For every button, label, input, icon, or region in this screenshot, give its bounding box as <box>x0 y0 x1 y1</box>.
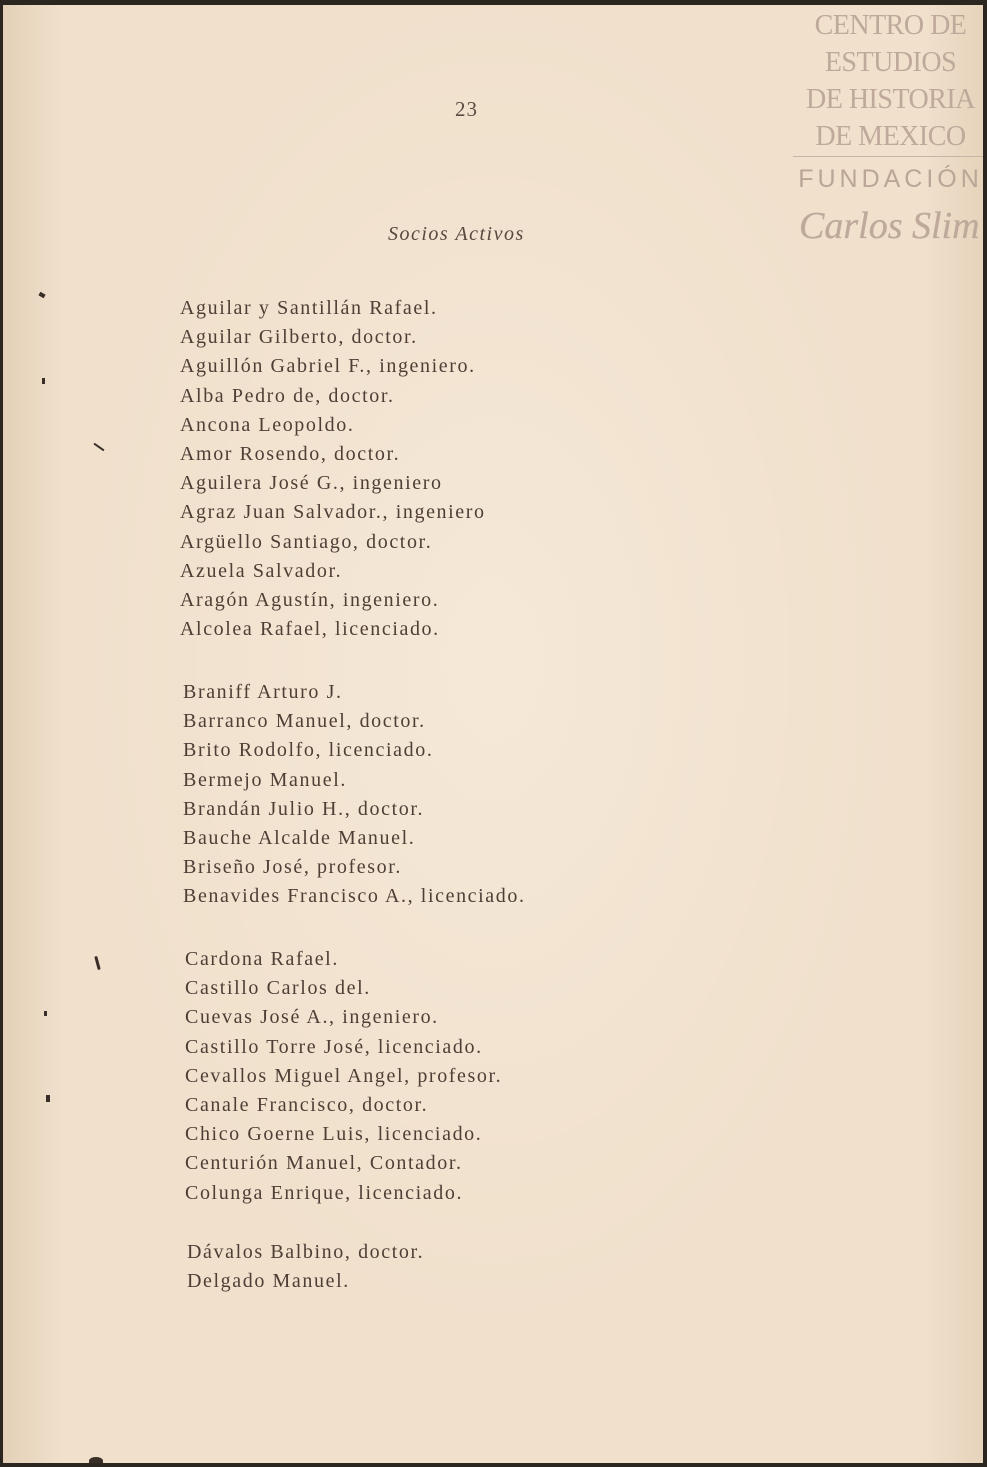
ink-speck <box>46 1095 50 1102</box>
watermark-divider <box>793 156 983 157</box>
list-item: Centurión Manuel, Contador. <box>185 1152 463 1175</box>
list-item: Barranco Manuel, doctor. <box>183 710 426 733</box>
list-item: Castillo Carlos del. <box>185 977 371 1000</box>
watermark-line: ESTUDIOS <box>824 47 957 78</box>
member-group-b <box>183 678 526 912</box>
section-heading: Socios Activos <box>388 223 525 245</box>
list-item: Cuevas José A., ingeniero. <box>185 1006 439 1029</box>
list-item: Aguillón Gabriel F., ingeniero. <box>180 355 476 378</box>
ink-speck <box>89 1457 103 1463</box>
list-item: Azuela Salvador. <box>180 559 343 582</box>
list-item: Canale Francisco, doctor. <box>185 1093 429 1116</box>
list-item: Brandán Julio H., doctor. <box>183 797 425 820</box>
list-item: Cevallos Miguel Angel, profesor. <box>185 1064 503 1087</box>
ink-speck <box>94 443 105 452</box>
list-item: Ancona Leopoldo. <box>180 413 355 436</box>
member-group-d <box>187 1238 424 1296</box>
archive-watermark <box>791 5 983 250</box>
member-group-c <box>185 945 502 1208</box>
list-item: Argüello Santiago, doctor. <box>180 530 433 553</box>
list-item: Agraz Juan Salvador., ingeniero <box>180 501 486 524</box>
page-number: 23 <box>455 97 478 121</box>
list-item: Colunga Enrique, licenciado. <box>185 1181 464 1204</box>
list-item: Dávalos Balbino, doctor. <box>187 1241 425 1263</box>
list-item: Brito Rodolfo, licenciado. <box>183 739 434 762</box>
list-item: Cardona Rafael. <box>185 948 339 970</box>
list-item: Aragón Agustín, ingeniero. <box>180 588 440 611</box>
list-item: Alcolea Rafael, licenciado. <box>180 618 440 641</box>
list-item: Bermejo Manuel. <box>183 768 347 791</box>
list-item: Briseño José, profesor. <box>183 856 402 879</box>
list-item: Bauche Alcalde Manuel. <box>183 826 416 849</box>
list-item: Aguilera José G., ingeniero <box>180 472 443 495</box>
member-group-a <box>180 294 486 644</box>
list-item: Castillo Torre José, licenciado. <box>185 1035 483 1058</box>
watermark-fundacion: FUNDACIÓN <box>798 165 983 193</box>
signature-logo <box>795 201 983 251</box>
watermark-line: DE MEXICO <box>815 121 966 152</box>
signature-text: Carlos Slim <box>799 205 980 247</box>
document-page <box>3 5 983 1463</box>
list-item: Benavides Francisco A., licenciado. <box>183 885 526 908</box>
ink-speck <box>94 956 101 970</box>
list-item: Amor Rosendo, doctor. <box>180 442 401 465</box>
ink-speck <box>38 292 45 298</box>
list-item: Alba Pedro de, doctor. <box>180 384 395 407</box>
list-item: Aguilar Gilberto, doctor. <box>180 326 418 349</box>
watermark-line: CENTRO DE <box>814 10 967 41</box>
ink-speck <box>44 1011 47 1016</box>
list-item: Braniff Arturo J. <box>183 681 343 703</box>
list-item: Aguilar y Santillán Rafael. <box>180 297 438 319</box>
list-item: Delgado Manuel. <box>187 1270 350 1293</box>
ink-speck <box>42 378 45 384</box>
watermark-line: DE HISTORIA <box>806 84 975 115</box>
list-item: Chico Goerne Luis, licenciado. <box>185 1123 483 1146</box>
